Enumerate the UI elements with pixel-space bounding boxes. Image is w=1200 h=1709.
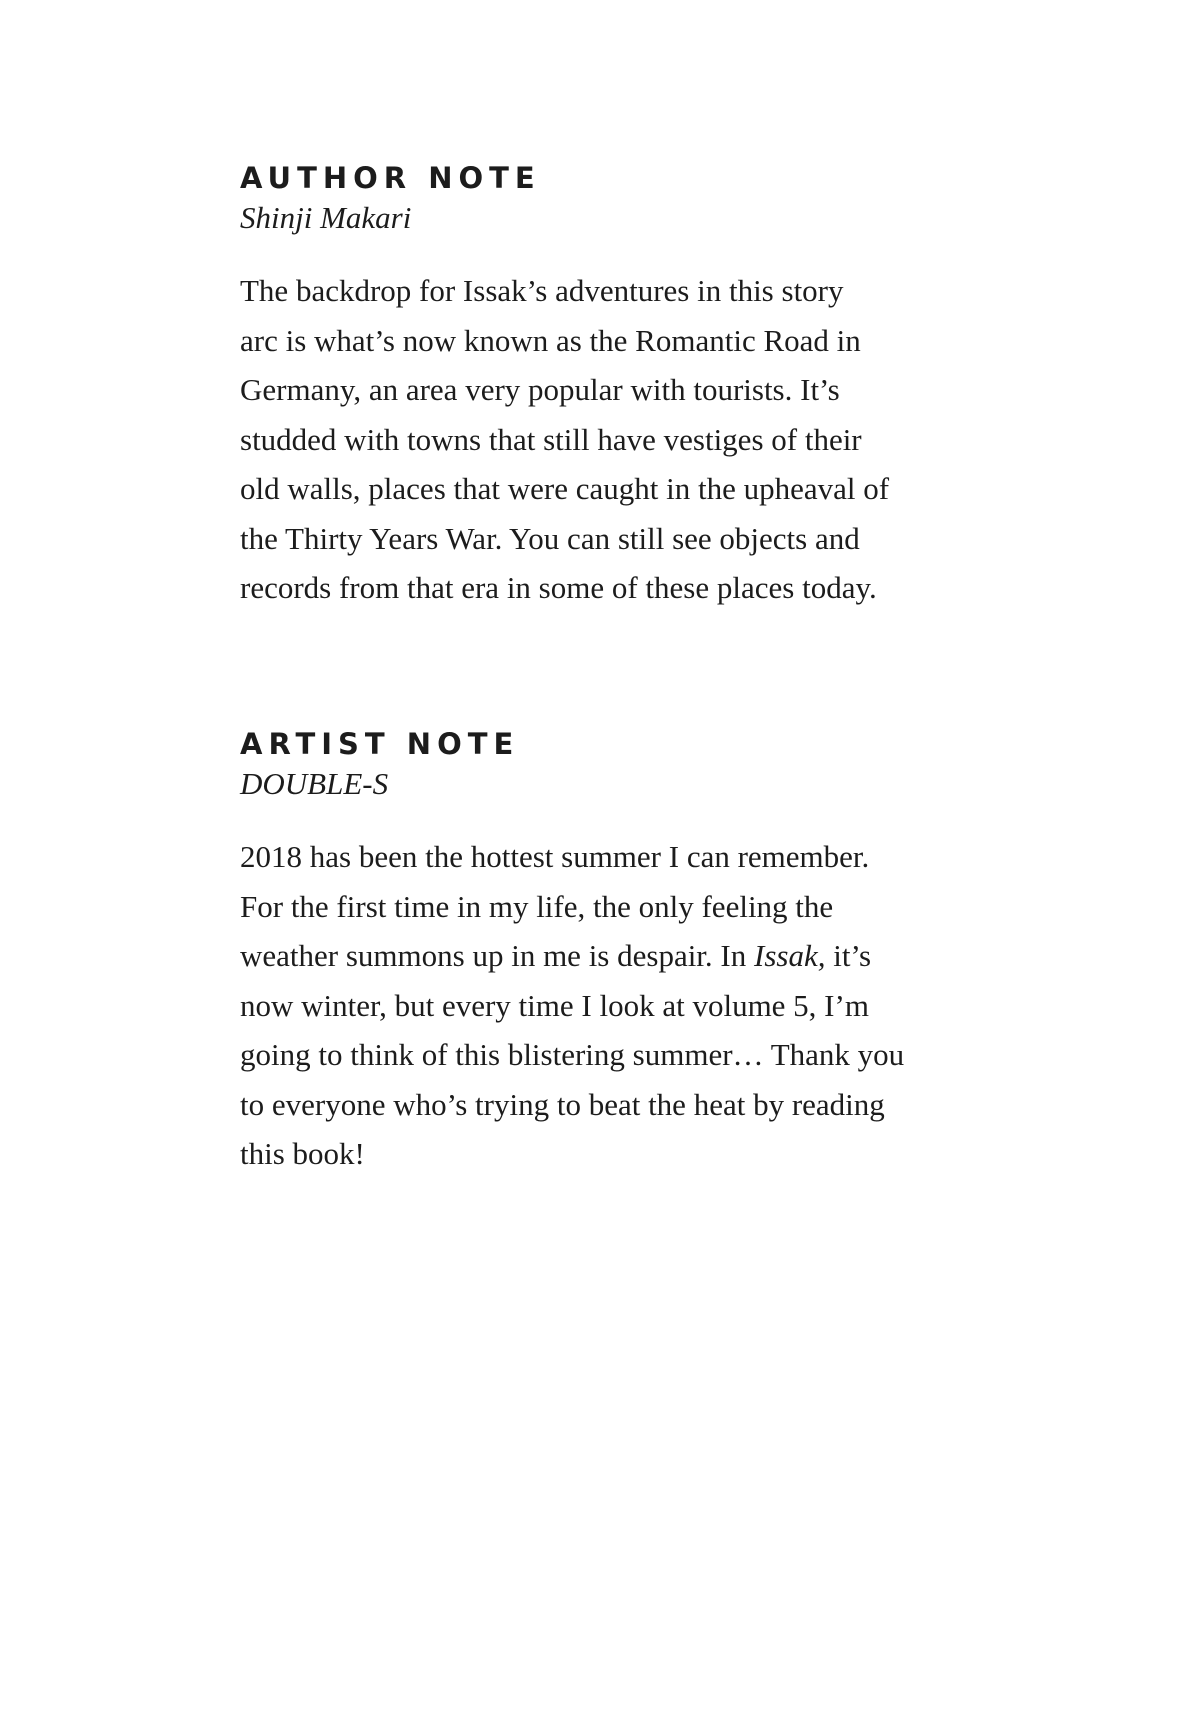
author-note-section [240,160,1000,613]
artist-note-line: this book! [240,1136,365,1171]
author-note-line: The backdrop for Issak’s adventures in this story [240,273,844,308]
author-note-body [240,266,1000,613]
artist-note-body [240,832,1000,1179]
author-note-line: records from that era in some of these places today. [240,570,877,605]
author-note-line: studded with towns that still have vestiges of their [240,421,862,457]
artist-note-line: For the first time in my life, the only feeling the [240,888,834,924]
author-name: Shinji Makari [240,200,412,235]
artist-note-line: going to think of this blistering summer… Thank you [240,1037,905,1072]
author-note-line: old walls, places that were caught in the upheaval of [240,471,890,506]
artist-note-heading: ARTIST NOTE [240,727,520,761]
artist-note-line [240,931,1000,981]
artist-note-section [240,726,1000,1179]
artist-name: DOUBLE-S [240,766,389,801]
artist-note-line: now winter, but every time I look at volume 5, I’m [240,987,869,1023]
author-note-line: arc is what’s now known as the Romantic Road in [240,322,861,358]
artist-note-line: to everyone who’s trying to beat the heat by reading [240,1086,885,1122]
author-note-line: the Thirty Years War. You can still see objects and [240,520,860,556]
author-note-heading: AUTHOR NOTE [240,161,541,195]
artist-note-text: it’s [825,938,872,973]
artist-note-text: weather summons up in me is despair. In [240,938,754,973]
issak-title-emphasis: Issak, [754,938,826,973]
artist-note-line: 2018 has been the hottest summer I can remember. [240,839,870,874]
author-note-line: Germany, an area very popular with tourists. It’s [240,372,840,407]
